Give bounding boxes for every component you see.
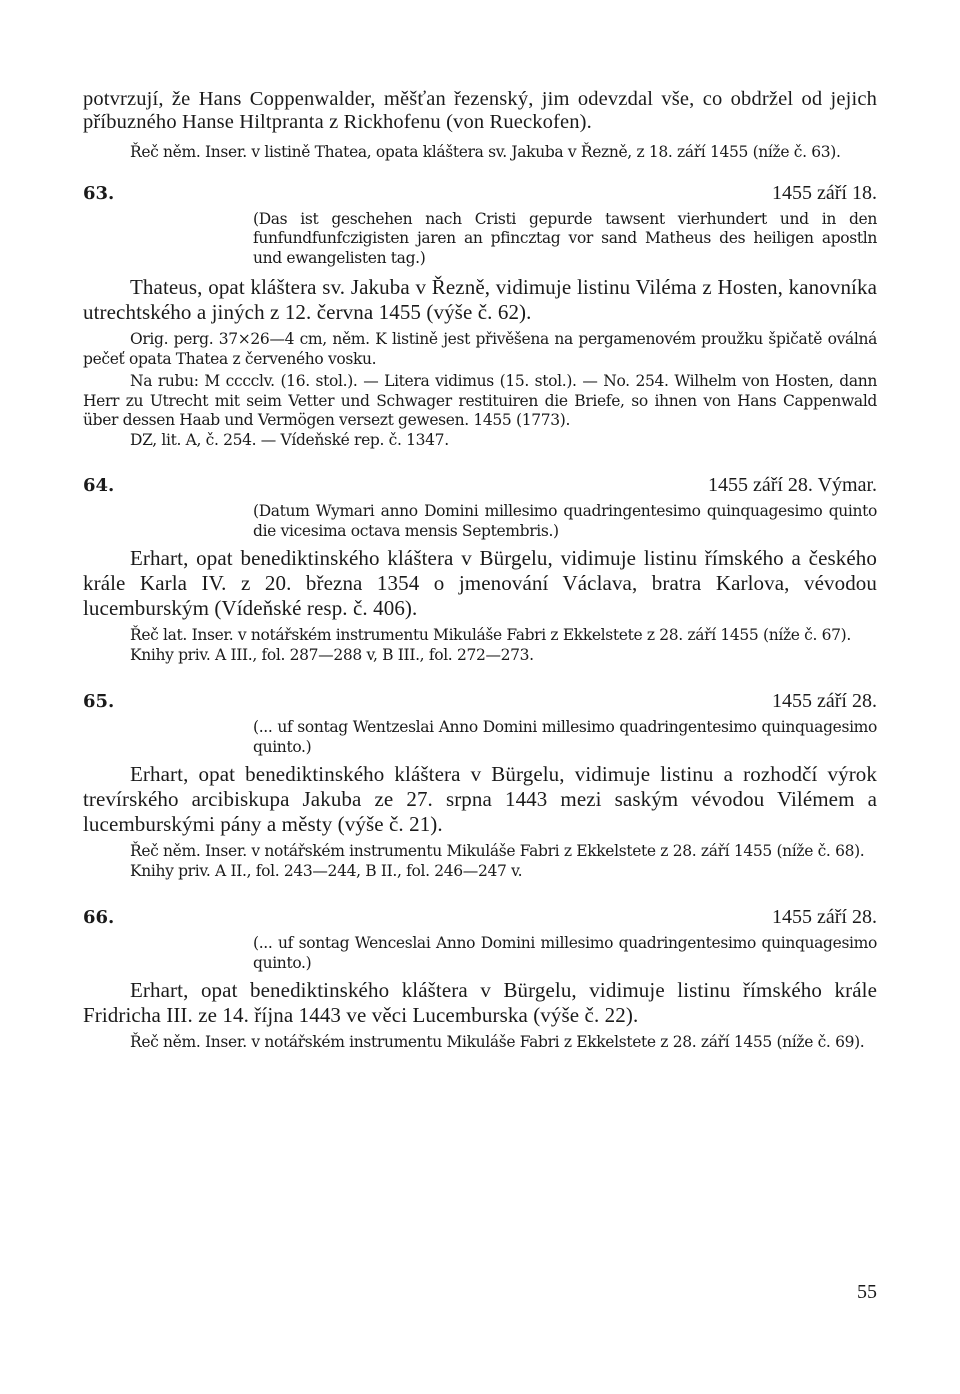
entry-number: 65.: [83, 691, 115, 712]
entry-note: Řeč něm. Inser. v notářském instrumentu Mikuláše Fabri z Ekkelstete z 28. září 1455 (níže č. 68).: [130, 842, 865, 860]
entry-header: [83, 690, 877, 713]
entry-63: [83, 182, 877, 451]
entry-date: 1455 září 28. Výmar.: [707, 474, 877, 496]
intro-note: Řeč něm. Inser. v listině Thatea, opata kláštera sv. Jakuba v Řezně, z 18. září 1455 (níže č. 63).: [130, 143, 841, 161]
entry-summary: Erhart, opat benediktinského kláštera v Bürgelu, vidimuje listinu a rozhodčí výrok trevírského arcibiskupa Jakuba ze 27. srpna 1443 mezi saským vévodou Vilémem a lucemburskými pány a městy (výše č. 21).: [83, 762, 877, 836]
entry-65: [83, 690, 877, 881]
entry-note: DZ, lit. A, č. 254. — Vídeňské rep. č. 1347.: [130, 430, 449, 449]
entry-quote: (Das ist geschehen nach Cristi gepurde tawsent vierhundert und in den funfundfunfczigisten jaren an pfincztag vor sand Matheus des heiligen apostln und ewangelisten tag.): [253, 209, 877, 267]
entry-header: [83, 182, 877, 205]
entry-number: 63.: [83, 182, 115, 204]
entry-note: Řeč něm. Inser. v notářském instrumentu Mikuláše Fabri z Ekkelstete z 28. září 1455 (níže č. 69).: [130, 1033, 865, 1051]
entry-date: 1455 září 28.: [772, 906, 877, 928]
entry-note: Řeč lat. Inser. v notářském instrumentu Mikuláše Fabri z Ekkelstete z 28. září 1455 (níže č. 67).: [130, 626, 851, 644]
page-number: 55: [857, 1281, 877, 1303]
entry-note: Na rubu: M cccclv. (16. stol.). — Litera vidimus (15. stol.). — No. 254. Wilhelm von Hosten, dann Herr zu Utrecht mit seim Vetter und Schwager restituiren die Briefe, so ihnen von Hans Cappenwald über dessen Haab und Vermögen versezt gewesen. 1455 (1773).: [83, 372, 877, 429]
intro-text: potvrzují, že Hans Coppenwalder, měšťan řezenský, jim odevzdal vše, co obdržel od jejich příbuzného Hanse Hiltpranta z Rickhofenu (von Rueckofen).: [83, 88, 877, 133]
entry-summary: Erhart, opat benediktinského kláštera v Bürgelu, vidimuje listinu římského krále Fridricha III. ze 14. října 1443 ve věci Lucemburska (výše č. 22).: [83, 978, 877, 1027]
entry-header: [83, 906, 877, 929]
entry-note: Knihy priv. A II., fol. 243—244, B II., fol. 246—247 v.: [130, 861, 523, 880]
entry-summary: Thateus, opat kláštera sv. Jakuba v Řezně, vidimuje listinu Viléma z Hosten, kanovníka utrechtského a jiných z 12. června 1455 (výše č. 62).: [83, 275, 877, 324]
entry-summary: Erhart, opat benediktinského kláštera v Bürgelu, vidimuje listinu římského a českého krále Karla IV. z 20. března 1354 o jmenování Václava, bratra Karlova, vévodou lucemburským (Vídeňské resp. č. 406).: [83, 546, 877, 620]
entry-quote: (Datum Wymari anno Domini millesimo quadringentesimo quinquagesimo quinto die vicesima octava mensis Septembris.): [253, 502, 877, 540]
entry-date: 1455 září 28.: [772, 690, 877, 712]
entry-header: [83, 474, 877, 497]
entry-quote: (... uf sontag Wenceslai Anno Domini millesimo quadringentesimo quinquagesimo quinto.): [253, 934, 877, 972]
entry-note: Knihy priv. A III., fol. 287—288 v, B III., fol. 272—273.: [130, 645, 534, 664]
entry-date: 1455 září 18.: [772, 181, 877, 204]
entry-number: 66.: [83, 907, 115, 928]
entry-64: [83, 474, 877, 665]
entry-note: Orig. perg. 37×26—4 cm, něm. K listině jest přivěšena na pergamenovém proužku špičatě oválná pečeť opata Thatea z červeného vosku.: [83, 330, 877, 368]
entry-quote: (... uf sontag Wentzeslai Anno Domini millesimo quadringentesimo quinquagesimo quinto.): [253, 718, 877, 756]
entry-66: [83, 906, 877, 1053]
entry-number: 64.: [83, 475, 115, 496]
document-page: [83, 88, 877, 1318]
